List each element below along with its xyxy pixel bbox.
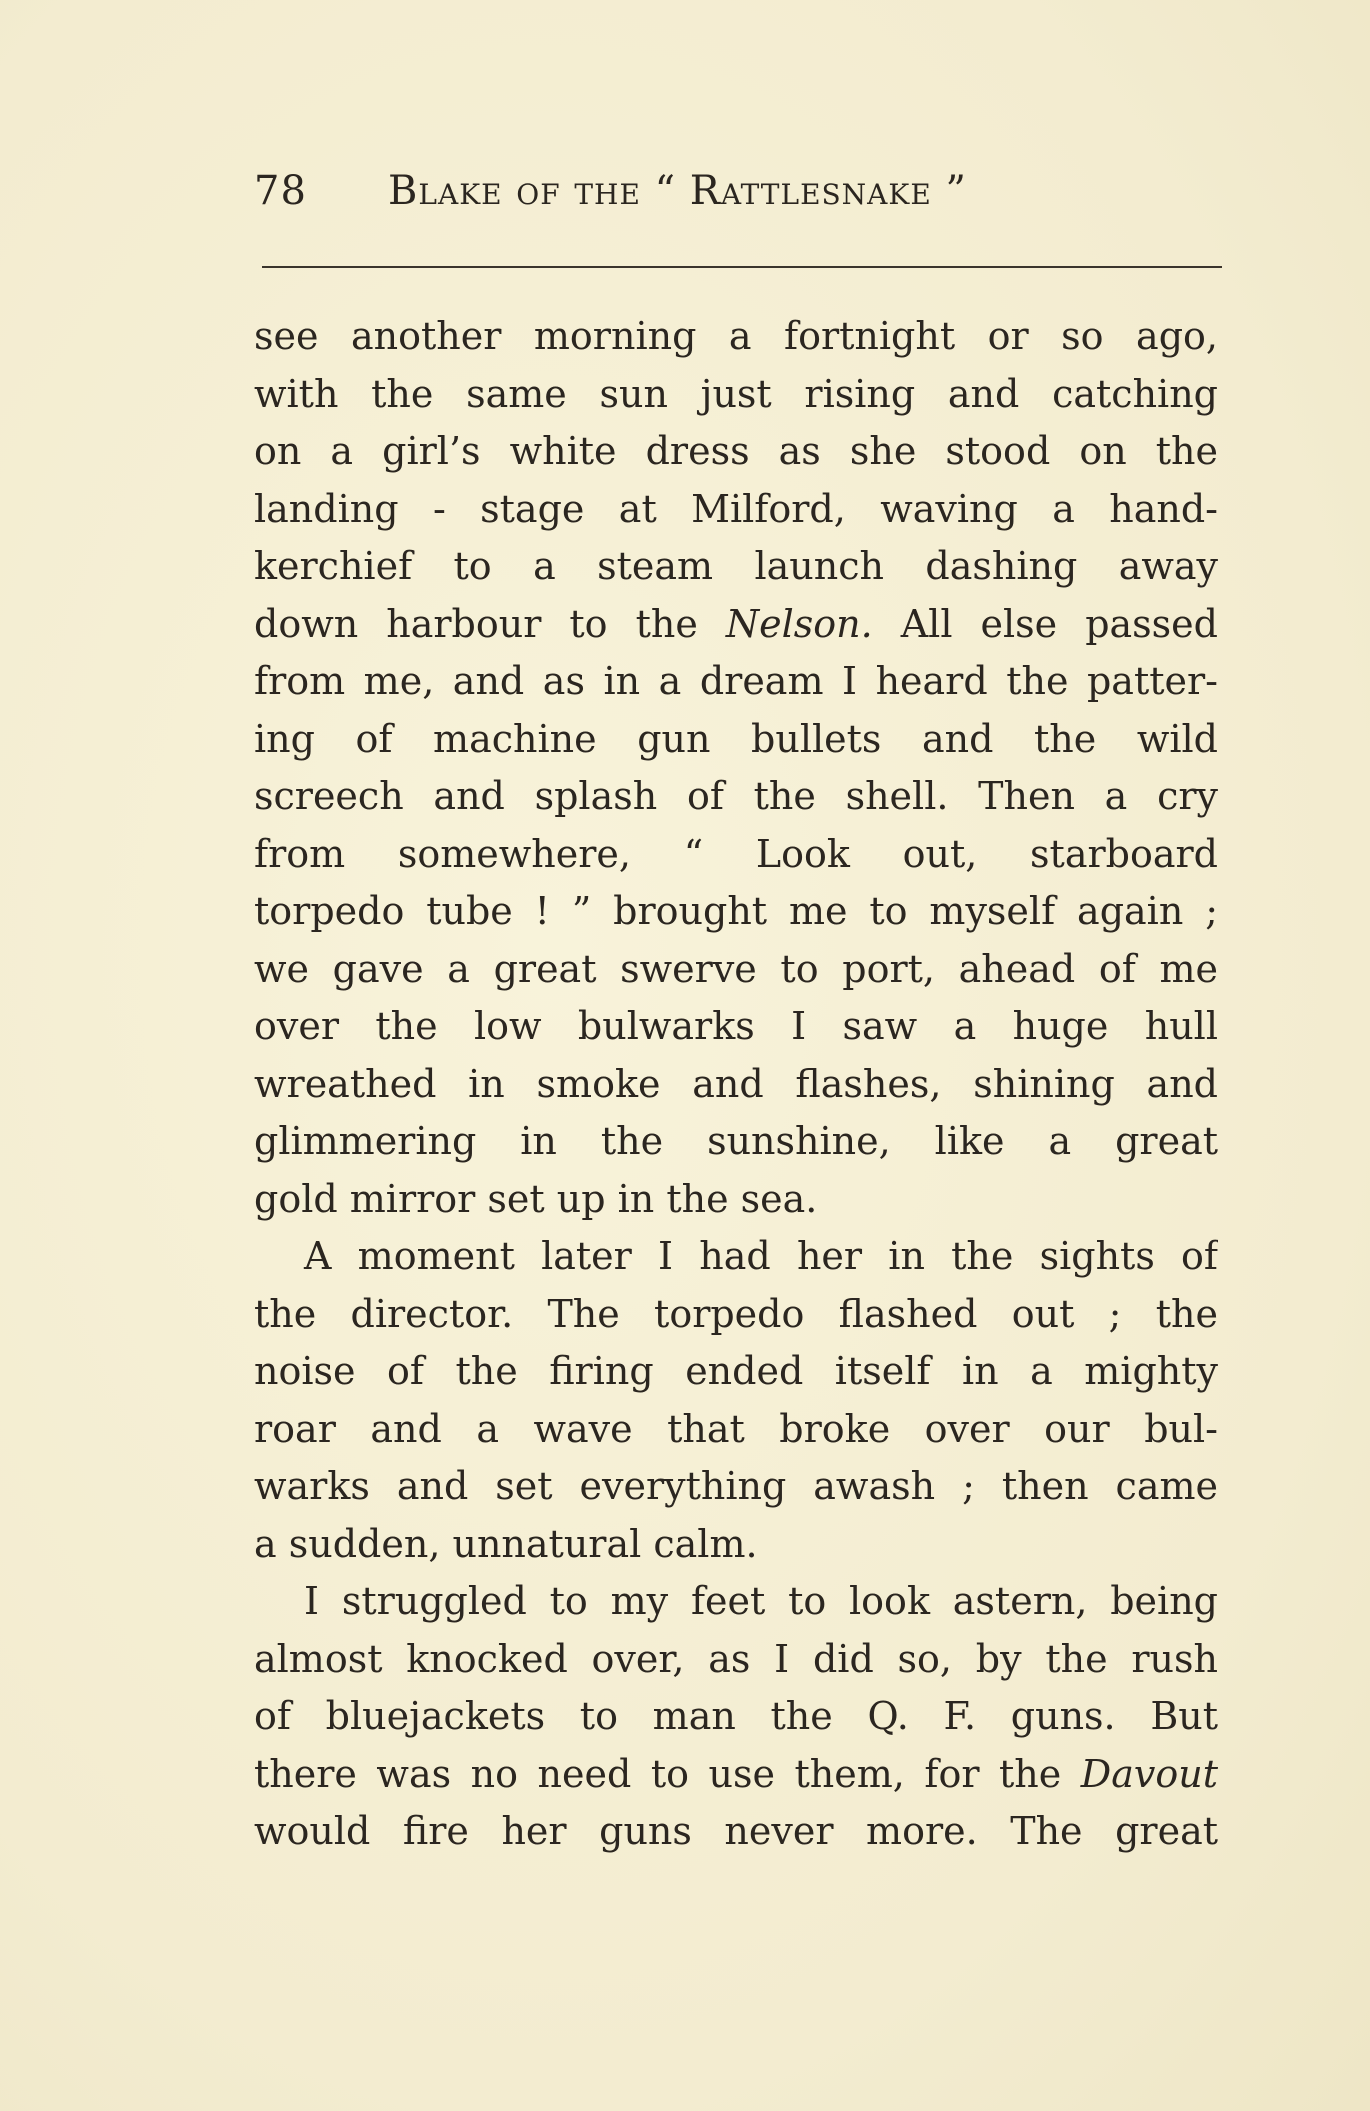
text-line: warks and set everything awash ; then came — [254, 1464, 1218, 1508]
text-line-with-ship-name — [254, 596, 1218, 654]
ship-name-nelson: Nelson. — [725, 601, 873, 646]
text-segment: down harbour to the — [254, 601, 726, 646]
text-line: gold mirror set up in the sea. — [254, 1176, 818, 1221]
ship-name-davout: Davout — [1080, 1751, 1218, 1796]
text-line: almost knocked over, as I did so, by the rush — [254, 1636, 1218, 1681]
text-line: noise of the firing ended itself in a mighty — [254, 1349, 1218, 1393]
text-line: of bluejackets to man the Q. F. guns. But — [254, 1694, 1218, 1738]
running-head — [252, 168, 1212, 228]
text-line: screech and splash of the shell. Then a cry — [254, 774, 1218, 818]
text-line: we gave a great swerve to port, ahead of me — [254, 946, 1218, 991]
text-line: landing - stage at Milford, waving a hand- — [254, 486, 1218, 531]
text-line: from somewhere, “ Look out, starboard — [254, 831, 1218, 876]
text-line: A moment later I had her in the sights of — [304, 1234, 1218, 1278]
text-line: glimmering in the sunshine, like a great — [254, 1119, 1218, 1163]
page-number: 78 — [254, 168, 307, 214]
text-line: I struggled to my feet to look astern, being — [304, 1579, 1218, 1623]
text-line: see another morning a fortnight or so ago, — [254, 314, 1218, 358]
text-line: the director. The torpedo flashed out ; the — [254, 1291, 1218, 1336]
running-title: Blake of the “ Rattlesnake ” — [388, 168, 967, 214]
text-line: torpedo tube ! ” brought me to myself again ; — [254, 889, 1218, 933]
header-rule — [262, 266, 1222, 268]
text-line: kerchief to a steam launch dashing away — [254, 544, 1218, 588]
text-line: would fire her guns never more. The great — [254, 1809, 1218, 1853]
text-segment: All else passed — [872, 601, 1218, 646]
text-line: roar and a wave that broke over our bul- — [254, 1406, 1218, 1451]
text-line: with the same sun just rising and catching — [254, 371, 1218, 416]
text-line: over the low bulwarks I saw a huge hull — [254, 1004, 1218, 1048]
text-segment: there was no need to use them, for the — [254, 1751, 1081, 1796]
text-line: wreathed in smoke and flashes, shining and — [254, 1061, 1218, 1106]
text-line: on a girl’s white dress as she stood on the — [254, 429, 1218, 473]
body-text — [254, 308, 1218, 1861]
text-line-with-ship-name — [254, 1746, 1218, 1804]
text-line: from me, and as in a dream I heard the patter- — [254, 659, 1218, 703]
text-line: ing of machine gun bullets and the wild — [254, 716, 1218, 761]
text-line: a sudden, unnatural calm. — [254, 1521, 758, 1566]
